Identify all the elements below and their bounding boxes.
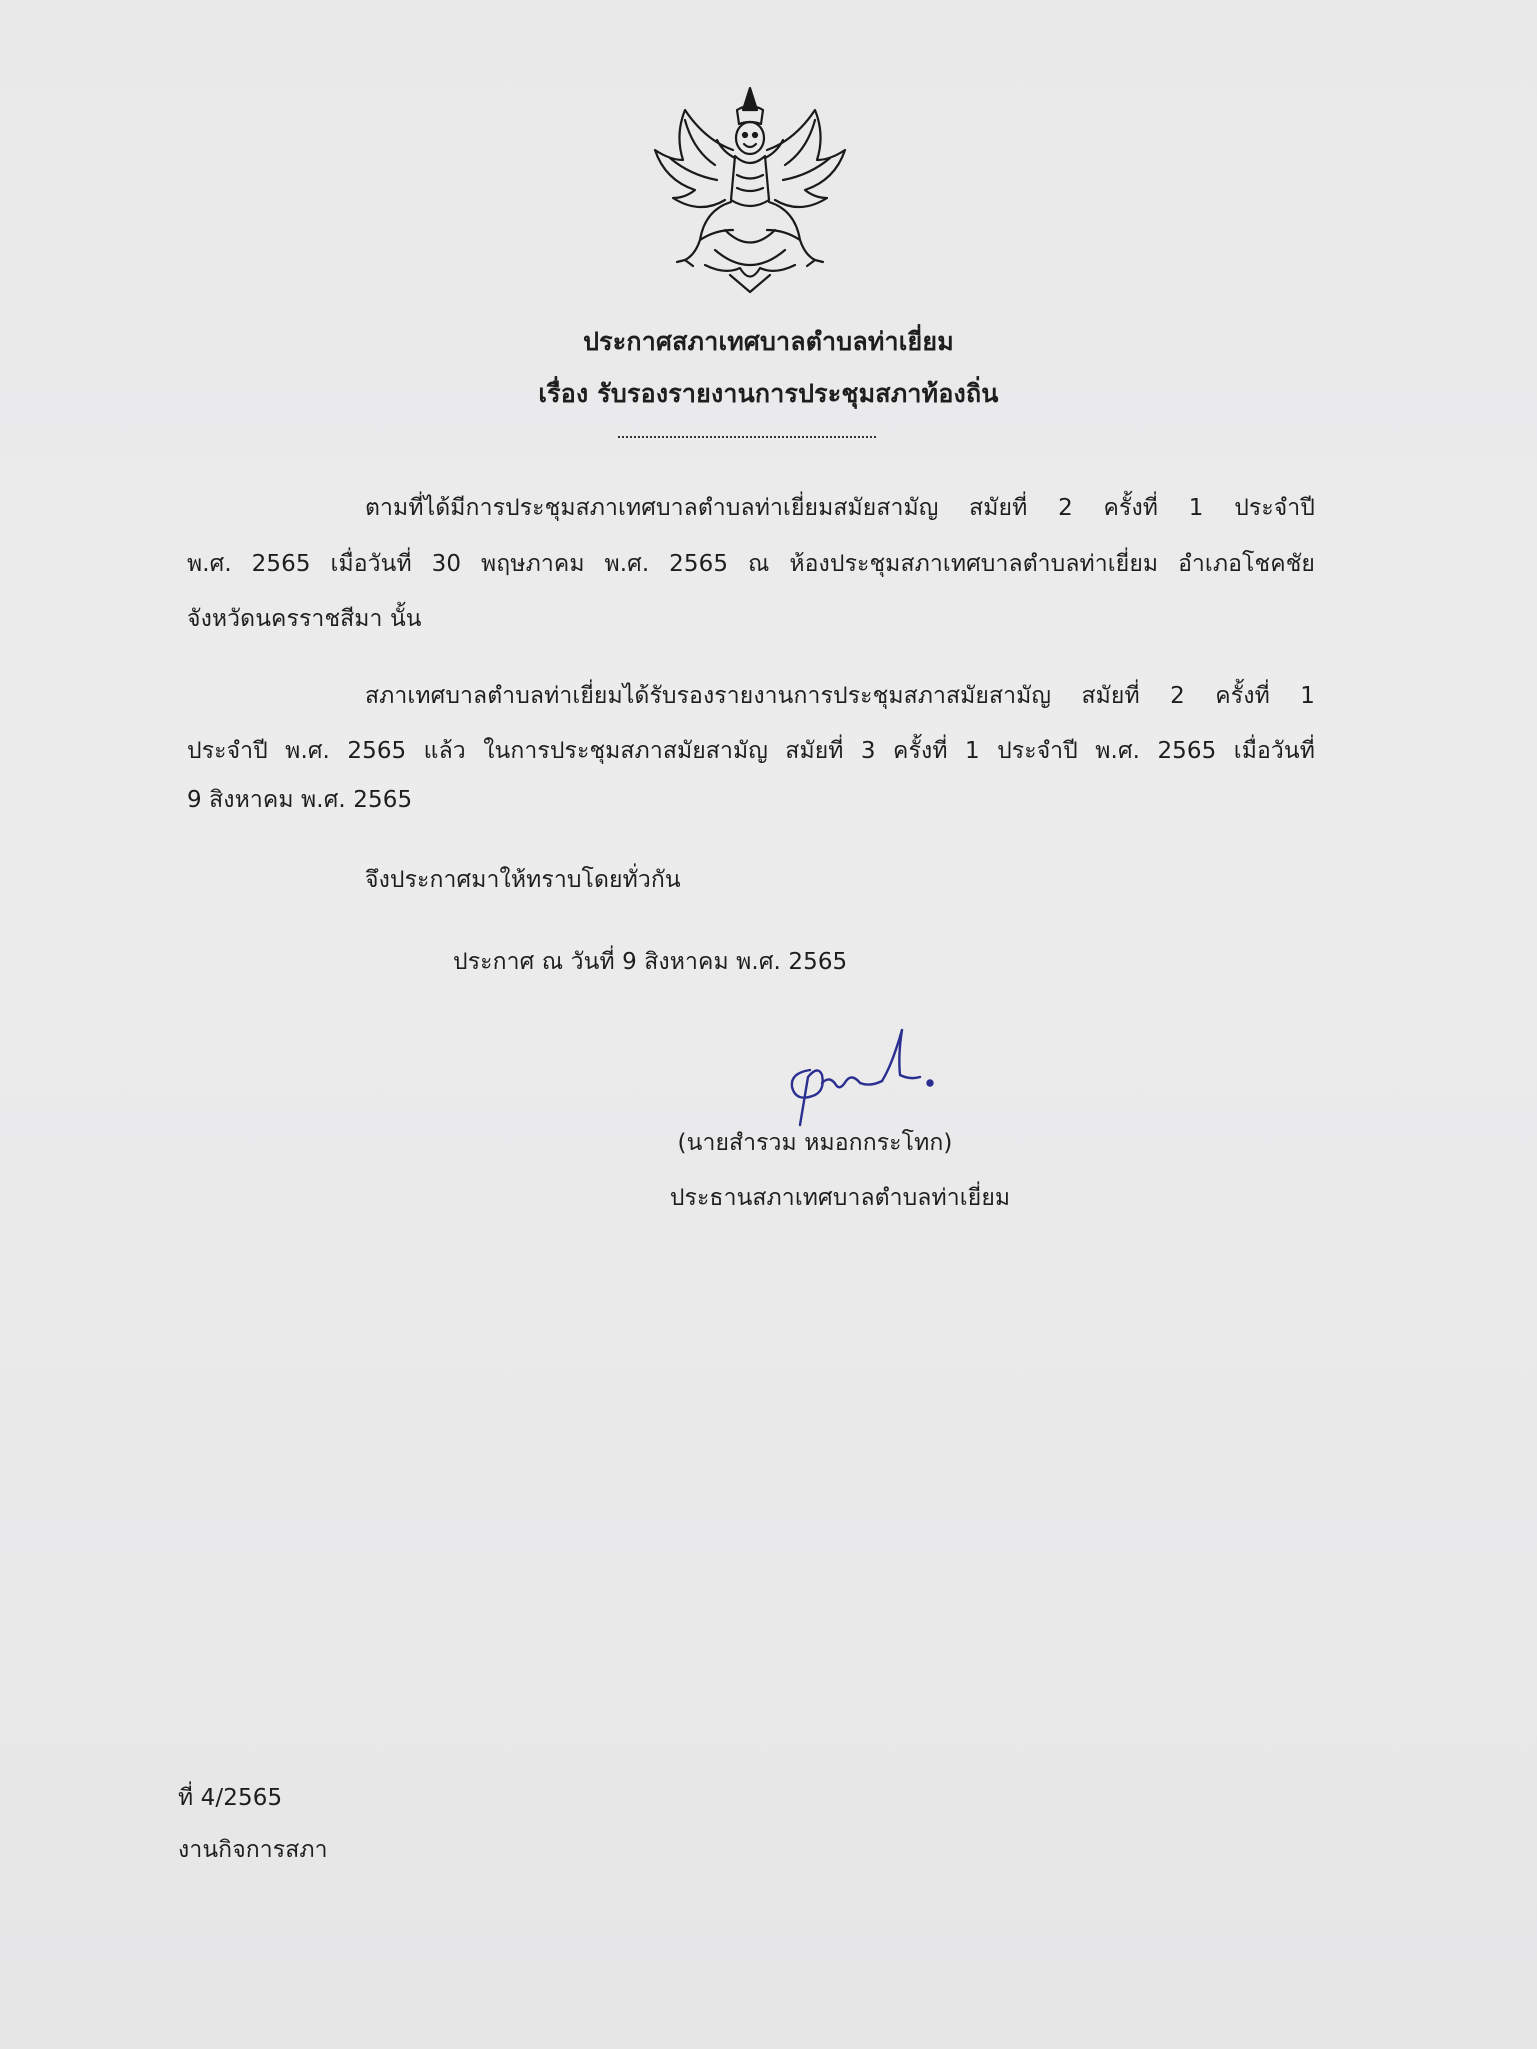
announcement-title: ประกาศสภาเทศบาลตำบลท่าเยี่ยม [583,327,954,356]
announcement-subject: เรื่อง รับรองรายงานการประชุมสภาท้องถิ่น [538,379,999,408]
signer-name: (นายสำรวม หมอกกระโทก) [677,1130,953,1156]
p2-line-3: 9 สิงหาคม พ.ศ. 2565 [187,787,413,813]
announce-date: ประกาศ ณ วันที่ 9 สิงหาคม พ.ศ. 2565 [453,949,848,975]
p1-line-2: พ.ศ. 2565 เมื่อวันที่ 30 พฤษภาคม พ.ศ. 2565 ณ ห้องประชุมสภาเทศบาลตำบลท่าเยี่ยม อำเภอโชคชัย [187,551,1315,577]
document-number: ที่ 4/2565 [178,1785,283,1811]
p1-line-3: จังหวัดนครราชสีมา นั้น [187,606,422,632]
title-divider [618,436,876,438]
signer-position: ประธานสภาเทศบาลตำบลท่าเยี่ยม [669,1185,1011,1211]
p1-line-1: ตามที่ได้มีการประชุมสภาเทศบาลตำบลท่าเยี่ยมสมัยสามัญ สมัยที่ 2 ครั้งที่ 1 ประจำปี [365,495,1315,521]
p2-line-2: ประจำปี พ.ศ. 2565 แล้ว ในการประชุมสภาสมัยสามัญ สมัยที่ 3 ครั้งที่ 1 ประจำปี พ.ศ. 2565 เมื่อวันที่ [187,738,1315,764]
closing-line: จึงประกาศมาให้ทราบโดยทั่วกัน [365,867,681,893]
department-name: งานกิจการสภา [178,1837,328,1863]
garuda-emblem-icon [645,80,855,295]
signature-image [770,1025,950,1130]
p2-line-1: สภาเทศบาลตำบลท่าเยี่ยมได้รับรองรายงานการประชุมสภาสมัยสามัญ สมัยที่ 2 ครั้งที่ 1 [365,683,1315,709]
